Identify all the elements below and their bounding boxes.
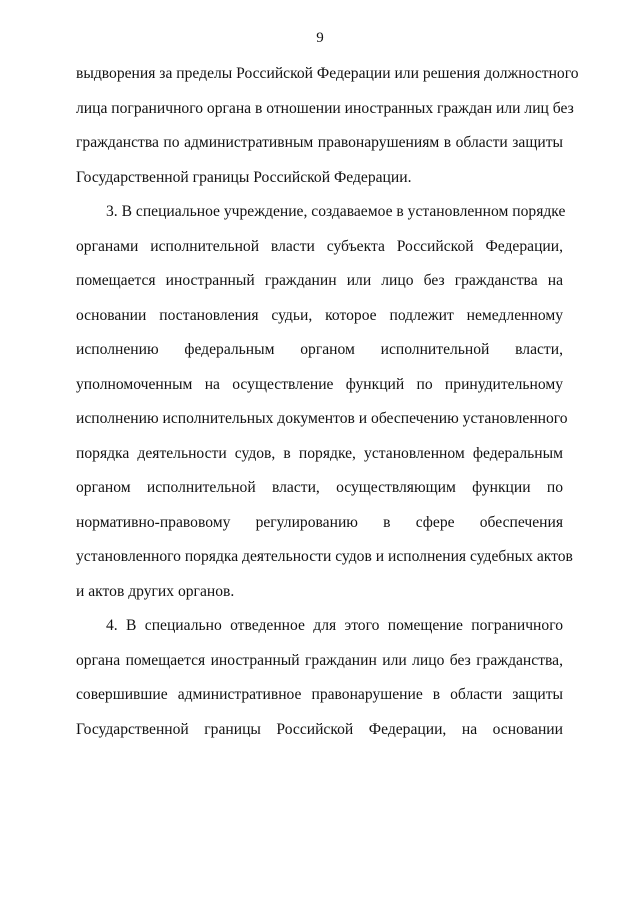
text-line: порядка деятельности судов, в порядке, установленном федеральным bbox=[76, 444, 563, 462]
text-line: помещается иностранный гражданин или лицо без гражданства на bbox=[76, 272, 563, 289]
text-line: органом исполнительной власти, осуществляющим функции по bbox=[76, 479, 563, 496]
text-line: 3. В специальное учреждение, создаваемое в установленном порядке bbox=[106, 203, 566, 220]
paragraph-continuation bbox=[76, 57, 579, 195]
text-line: установленного порядка деятельности судов и исполнения судебных актов bbox=[76, 548, 573, 565]
text-line: основании постановления судьи, которое подлежит немедленному bbox=[76, 306, 563, 324]
paragraph-item-3 bbox=[76, 195, 573, 609]
text-line: органами исполнительной власти субъекта Российской Федерации, bbox=[76, 237, 563, 255]
document-body bbox=[76, 57, 579, 747]
text-line: органа помещается иностранный гражданин или лицо без гражданства, bbox=[76, 651, 563, 669]
text-line: гражданства по административным правонарушениям в области защиты bbox=[76, 134, 563, 151]
text-line: Государственной границы Российской Федерации. bbox=[76, 168, 412, 186]
text-line: и актов других органов. bbox=[76, 582, 235, 600]
text-line: уполномоченным на осуществление функций по принудительному bbox=[76, 375, 563, 393]
text-line: лица пограничного органа в отношении иностранных граждан или лиц без bbox=[76, 99, 574, 117]
text-line: нормативно-правовому регулированию в сфере обеспечения bbox=[76, 513, 563, 531]
text-line: исполнению исполнительных документов и обеспечению установленного bbox=[76, 410, 568, 427]
page-number: 9 bbox=[316, 30, 324, 46]
text-line: 4. В специально отведенное для этого помещение пограничного bbox=[106, 617, 563, 634]
text-line: совершившие административное правонарушение в области защиты bbox=[76, 686, 563, 703]
text-line: исполнению федеральным органом исполнительной власти, bbox=[76, 341, 563, 358]
text-line: Государственной границы Российской Федерации, на основании bbox=[76, 720, 563, 738]
paragraph-item-4 bbox=[76, 609, 563, 747]
text-line: выдворения за пределы Российской Федерации или решения должностного bbox=[76, 65, 579, 82]
